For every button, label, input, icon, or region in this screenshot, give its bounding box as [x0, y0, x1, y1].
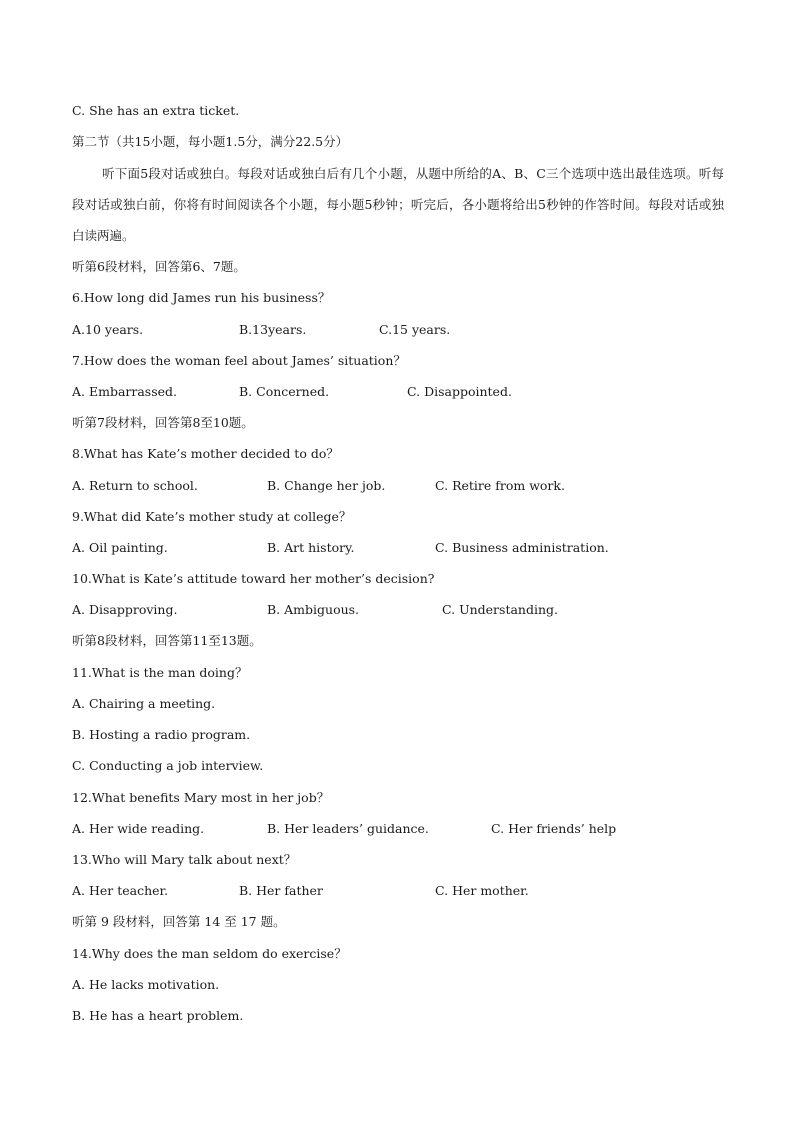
- question-9-option-a: A. Oil painting.: [72, 540, 168, 555]
- question-14-option-b: B. He has a heart problem.: [72, 1008, 244, 1023]
- option-c-extra-ticket: C. She has an extra ticket.: [72, 103, 240, 118]
- question-8: 8.What has Kate’s mother decided to do？: [72, 446, 339, 461]
- question-6-option-b: B.13years.: [239, 322, 307, 337]
- question-10: 10.What is Kate’s attitude toward her mother’s decision?: [72, 571, 435, 586]
- question-10-option-a: A. Disapproving.: [72, 602, 178, 617]
- question-12-option-b: B. Her leaders’ guidance.: [267, 821, 429, 836]
- section-instructions: 听下面5段对话或独白。每段对话或独白后有几个小题，从题中所给的A、B、C三个选项中选出最佳选项。听每段对话或独白前，你将有时间阅读各个小题，每小题5秒钟；听完后，各小题将给出5秒钟的作答时间。每段对话或独白读两遍。: [72, 166, 724, 243]
- question-12-option-a: A. Her wide reading.: [72, 821, 205, 836]
- question-6: 6.How long did James run his business？: [72, 290, 331, 305]
- question-13-option-a: A. Her teacher.: [72, 883, 169, 898]
- question-7-option-a: A. Embarrassed.: [72, 384, 178, 399]
- material-8-heading: 听第8段材料，回答第11至13题。: [72, 633, 262, 648]
- question-8-option-a: A. Return to school.: [72, 478, 198, 493]
- question-13-option-c: C. Her mother.: [435, 883, 529, 898]
- question-11: 11.What is the man doing？: [72, 665, 248, 680]
- question-13: 13.Who will Mary talk about next？: [72, 852, 297, 867]
- material-6-heading: 听第6段材料，回答第6、7题。: [72, 259, 246, 274]
- question-6-option-c: C.15 years.: [379, 322, 451, 337]
- question-10-option-b: B. Ambiguous.: [267, 602, 360, 617]
- question-7-option-c: C. Disappointed.: [407, 384, 512, 399]
- question-14: 14.Why does the man seldom do exercise？: [72, 946, 347, 961]
- question-6-option-a: A.10 years.: [72, 322, 144, 337]
- question-12: 12.What benefits Mary most in her job？: [72, 790, 330, 805]
- question-13-option-b: B. Her father: [239, 883, 323, 898]
- section-2-header: 第二节（共15小题，每小题1.5分，满分22.5分）: [72, 134, 349, 149]
- question-7: 7.How does the woman feel about James’ situation？: [72, 353, 406, 368]
- material-9-heading: 听第 9 段材料，回答第 14 至 17 题。: [72, 914, 286, 929]
- question-11-option-c: C. Conducting a job interview.: [72, 758, 264, 773]
- question-11-option-b: B. Hosting a radio program.: [72, 727, 251, 742]
- question-9-option-b: B. Art history.: [267, 540, 355, 555]
- question-11-option-a: A. Chairing a meeting.: [72, 696, 216, 711]
- question-8-option-c: C. Retire from work.: [435, 478, 565, 493]
- question-14-option-a: A. He lacks motivation.: [72, 977, 220, 992]
- question-9-option-c: C. Business administration.: [435, 540, 609, 555]
- question-12-option-c: C. Her friends’ help: [491, 821, 617, 836]
- question-7-option-b: B. Concerned.: [239, 384, 330, 399]
- material-7-heading: 听第7段材料，回答第8至10题。: [72, 415, 254, 430]
- question-9: 9.What did Kate’s mother study at college？: [72, 509, 352, 524]
- question-8-option-b: B. Change her job.: [267, 478, 386, 493]
- question-10-option-c: C. Understanding.: [442, 602, 558, 617]
